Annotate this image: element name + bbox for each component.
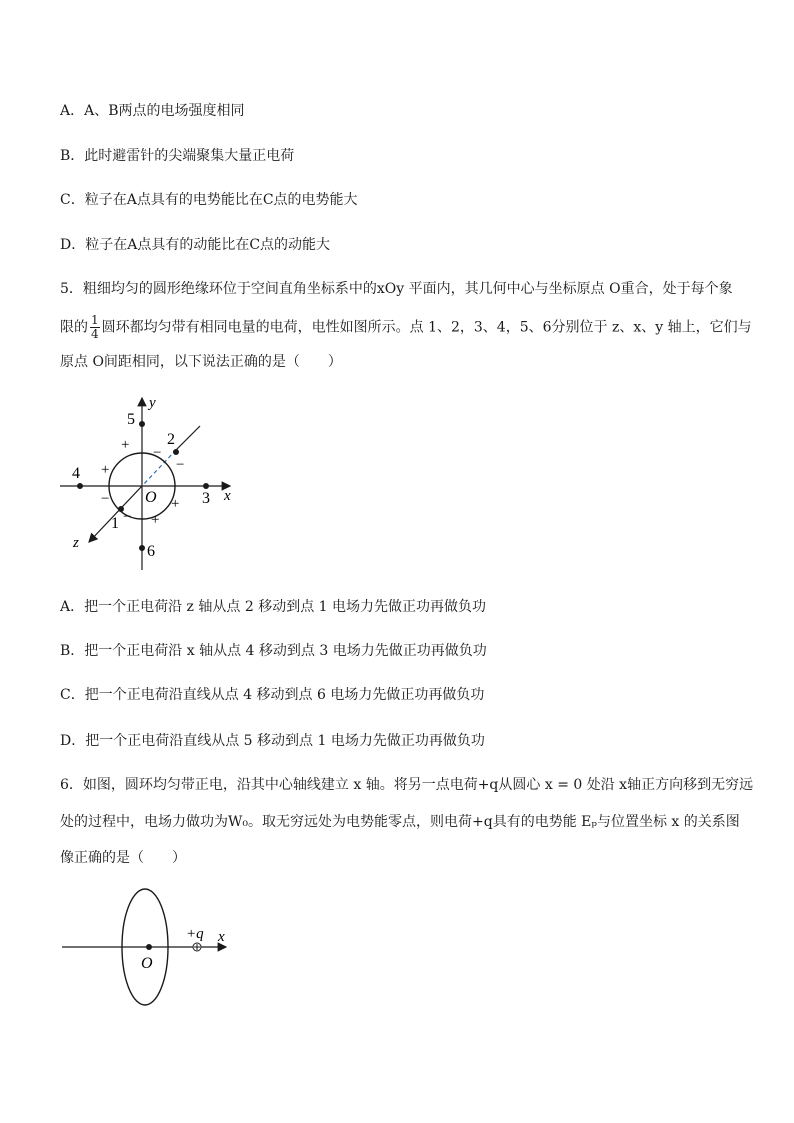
q5-stem-line2-post: 圆环都均匀带有相同电量的电荷，电性如图所示。点 1、2，3、4，5、6分别位于 z、x、y 轴上，它们与 (101, 319, 752, 336)
ring-center-point (146, 944, 152, 950)
origin-label: O (141, 955, 153, 972)
q5-stem-line2 (60, 314, 752, 341)
q5-stem-line2-pre: 限的 (60, 319, 88, 336)
origin-label: O (145, 489, 157, 506)
point-5-label: 5 (127, 411, 135, 428)
y-axis-label: y (149, 395, 156, 411)
charge-sign-lower-left: − (123, 509, 132, 525)
charge-sign-right-upper: − (176, 457, 185, 473)
point-5 (139, 421, 145, 427)
fraction-numerator: 1 (91, 313, 99, 327)
charge-sign-left-lower: − (101, 491, 110, 507)
point-2-label: 2 (167, 431, 175, 448)
point-4 (77, 483, 83, 489)
q6-stem-line2: 处的过程中，电场力做功为W₀。取无穷远处为电势能零点，则电荷+q具有的电势能 Eₚ与位置坐标 x 的关系图 (60, 814, 740, 830)
quarter-fraction (90, 314, 100, 341)
q4-option-a: A．A、B两点的电场强度相同 (60, 103, 245, 119)
x-axis-label: x (224, 488, 231, 504)
q5-stem-line1: 5．粗细均匀的圆形绝缘环位于空间直角坐标系中的xOy 平面内，其几何中心与坐标原点 O重合，处于每个象 (60, 281, 733, 297)
z-axis-front (89, 486, 142, 542)
q4-option-c: C．粒子在A点具有的电势能比在C点的电势能大 (60, 192, 358, 208)
q5-option-c: C．把一个正电荷沿直线从点 4 移动到点 6 电场力先做正功再做负功 (60, 687, 485, 703)
point-3 (203, 483, 209, 489)
charge-sign-right-lower: + (171, 496, 180, 512)
z-axis-label: z (73, 535, 79, 551)
q4-option-b: B．此时避雷针的尖端聚集大量正电荷 (60, 148, 295, 164)
charge-label: +q (186, 926, 204, 942)
point-6-label: 6 (147, 543, 155, 560)
fraction-denominator: 4 (91, 327, 99, 341)
point-1-label: 1 (111, 515, 119, 532)
x-axis-label: x (218, 929, 225, 945)
q5-charged-ring-figure (55, 390, 255, 575)
point-4-label: 4 (72, 465, 80, 482)
q5-option-d: D．把一个正电荷沿直线从点 5 移动到点 1 电场力先做正功再做负功 (60, 733, 485, 749)
charge-sign-lower-right: + (151, 512, 160, 528)
charge-sign-upper-left-outer: + (121, 437, 130, 453)
charge-sign-upper-right: − (153, 445, 162, 461)
point-6 (139, 545, 145, 551)
q5-option-b: B．把一个正电荷沿 x 轴从点 4 移动到点 3 电场力先做正功再做负功 (60, 643, 487, 659)
q6-stem-line3: 像正确的是（ ） (60, 850, 186, 866)
charge-sign-left-upper: + (101, 462, 110, 478)
q5-option-a: A．把一个正电荷沿 z 轴从点 2 移动到点 1 电场力先做正功再做负功 (60, 599, 487, 615)
q5-stem-line3: 原点 O间距相同，以下说法正确的是（ ） (60, 354, 342, 370)
q6-stem-line1: 6．如图，圆环均匀带正电，沿其中心轴线建立 x 轴。将另一点电荷+q从圆心 x = 0 处沿 x轴正方向移到无穷远 (60, 777, 754, 793)
point-2 (173, 449, 179, 455)
point-3-label: 3 (202, 490, 210, 507)
q4-option-d: D．粒子在A点具有的动能比在C点的动能大 (60, 237, 331, 253)
z-axis-back (176, 426, 200, 450)
q6-ring-axis-figure (58, 882, 243, 1012)
